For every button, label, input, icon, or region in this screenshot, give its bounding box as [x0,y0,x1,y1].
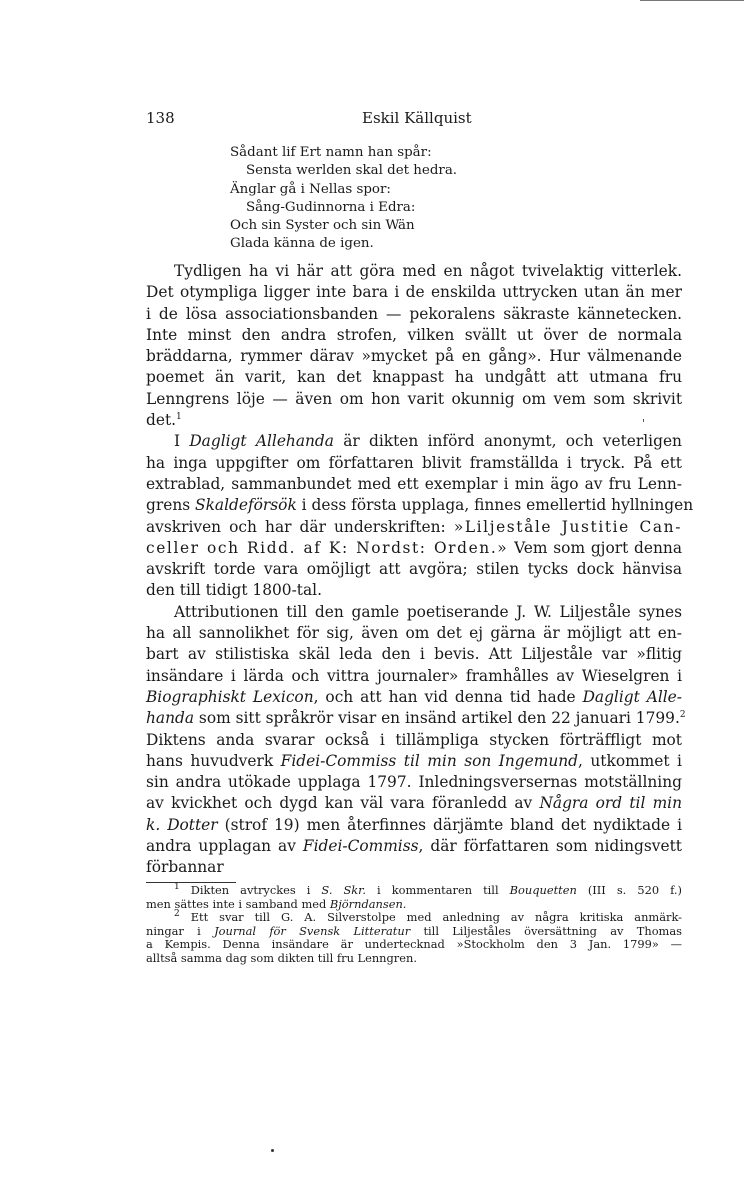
text-line: i de lösa associationsbanden — pekoralens säkraste kännetecken. [146,304,682,323]
text-line: avskrift torde vara omöjligt att avgöra; stilen tycks dock hänvisa [146,560,682,579]
text-run: som sitt språkrör visar en insänd artikel den 22 januari 1799. [194,709,680,728]
spaced-text: celler och Ridd. af K: Nordst: Orden.» [146,538,509,557]
print-speck [643,419,644,422]
text-line [146,410,682,431]
text-run: andra upplagan av [146,837,303,856]
poem-line: Sådant lif Ert namn han spår: [230,145,432,160]
text-line [146,517,682,538]
poem-line: Sensta werlden skal det hedra. [246,163,458,179]
footnote-line [146,884,682,898]
page-header [146,109,682,131]
footnote-line [146,911,682,925]
paragraph-3 [146,602,686,879]
text-run: till Liljeståles översättning av Thomas [410,923,682,938]
italic-title: Journal för Svensk Litteratur [214,923,411,938]
top-edge-rule [640,0,744,1]
text-run: I [174,432,190,451]
text-line: sin andra utökade upplaga 1797. Inledningsversernas motställning [146,773,682,792]
italic-title: Fidei-Commiss [302,837,419,856]
print-speck [271,1149,274,1152]
text-run: av kvickhet och dygd kan väl vara föranledd av [146,794,540,813]
italic-title: Dagligt Alle- [582,687,682,706]
text-line: bart av stilistiska skäl leda den i bevis. Att Liljeståle var »flitig [146,645,682,664]
text-run: Dikten avtryckes i [190,883,322,897]
text-run: det. [146,411,177,430]
italic-title: Björndansen. [329,896,407,911]
text-line: Inte minst den andra strofen, vilken svällt ut över de normala [146,325,682,344]
text-line [146,538,682,559]
paragraph-1 [146,261,682,431]
italic-title: handa [146,709,195,728]
body-text [146,261,694,879]
text-line [146,751,682,772]
poem-line: Änglar gå i Nellas spor: [230,181,391,197]
text-run: , och att han vid denna tid hade [313,687,583,706]
footnotes [146,884,682,966]
italic-title: Bouquetten [509,883,577,897]
text-run: i kommentaren till [366,883,510,897]
text-line: extrablad, sammanbundet med ett exemplar i min ägo av fru Lenn- [146,474,682,493]
poem-line: Glada känna de igen. [230,236,374,252]
text-line [146,836,682,857]
text-line: poemet än varit, kan det knappast ha undgått att utmana fru [146,368,682,387]
text-run: ningar i [146,923,215,938]
italic-title: Dagligt Allehanda [189,432,334,451]
text-line [146,495,694,516]
text-line: Det otympliga ligger inte bara i de enskilda uttrycken utan än mer [146,283,682,302]
text-run: men sättes inte i samband med [146,896,330,911]
italic-title: Fidei-Commiss til min son Ingemund [280,751,579,770]
italic-title: Biographiskt Lexicon [146,687,314,706]
italic-title: Skaldeförsök [195,496,297,515]
text-line: Tydligen ha vi här att göra med en något tvivelaktig vitterlek. [174,262,682,280]
paragraph-2 [146,431,694,601]
text-line: ha all sannolikhet för sig, även om det ej gärna är möjligt att en- [146,624,682,643]
italic-title: k. Dotter [146,815,218,834]
footnote-ref-1: 1 [176,411,182,422]
text-line: ha inga uppgifter om författaren blivit framställda i tryck. På ett [146,453,682,472]
poem-line: Och sin Syster och sin Wän [230,218,415,234]
poem-line: Sång-Gudinnorna i Edra: [246,199,416,215]
running-head: Eskil Källquist [362,109,472,127]
text-run: , där författaren som nidingsvett [418,837,682,856]
footnote-mark-1: 1 [174,882,180,893]
text-line [146,793,682,814]
text-line [146,687,682,708]
page-number: 138 [146,109,175,127]
text-run: Ett svar till G. A. Silverstolpe med anledning av några kritiska anmärk- [190,910,682,925]
text-line: Lenngrens löje — även om hon varit okunnig om vem som skrivit [146,389,682,408]
text-line: Diktens anda svarar också i tillämpliga stycken förträffligt mot [146,730,682,749]
text-run: är dikten införd anonymt, och veterligen [333,432,682,451]
text-line: den till tidigt 1800-tal. [146,581,322,600]
text-run: avskriven och har där underskriften: [146,517,454,536]
text-run: (III s. 520 f.) [576,883,682,897]
text-run: (strof 19) men återfinnes därjämte bland det nydiktade i [217,815,682,834]
text-line: bräddarna, rymmer därav »mycket på en gång». Hur välmenande [146,347,682,366]
text-line: Attributionen till den gamle poetiserande J. W. Liljeståle synes [174,602,682,621]
text-line: förbannar [146,858,224,877]
italic-title: Några ord til min [539,794,682,813]
text-line [146,708,686,729]
footnote-line [146,925,682,939]
text-run: i dess första upplaga, finnes emellertid hyllningen [296,496,694,515]
spaced-text: »Liljeståle Justitie Can- [453,517,682,536]
text-run: , utkommet i [578,751,682,770]
text-run: grens [146,496,196,515]
text-line: insändare i lärda och vittra journaler» framhålles av Wieselgren i [146,666,682,685]
poem-block [230,144,457,254]
footnote-mark-2: 2 [174,909,180,920]
footnote-ref-2: 2 [679,710,686,721]
footnote-line: alltså samma dag som dikten till fru Lenngren. [146,950,417,965]
text-run: Vem som gjort denna [508,538,682,557]
footnote-line: a Kempis. Denna insändare är undertecknad »Stockholm den 3 Jan. 1799» — [146,937,682,952]
text-line [146,431,682,452]
text-run: hans huvudverk [146,751,281,770]
italic-title: S. Skr. [321,883,366,897]
text-line [146,815,682,836]
